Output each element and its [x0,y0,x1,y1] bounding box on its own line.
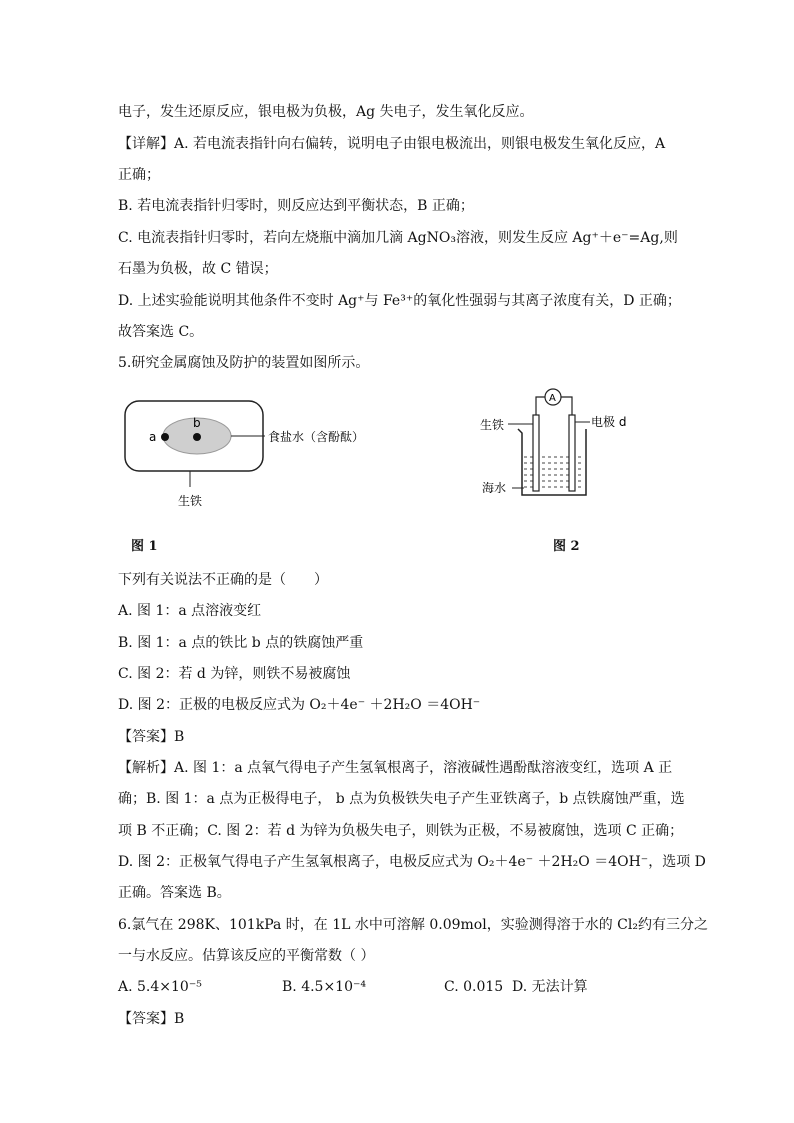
analysis-line-5: 正确。答案选 B。 [118,885,231,901]
point-a [161,433,169,441]
q6-option-b: B. 4.5×10⁻⁴ [282,979,366,995]
q6-option-d: D. 无法计算 [512,979,588,995]
label-seawater: 海水 [482,481,507,495]
option-a: A. 图 1：a 点溶液变红 [118,603,262,619]
text-line-7: D. 上述实验能说明其他条件不变时 Ag⁺与 Fe³⁺的氧化性强弱与其离子浓度有关，D 正确； [118,293,681,309]
question-5-stem: 5.研究金属腐蚀及防护的装置如图所示。 [118,355,370,371]
label-iron-fig1: 生铁 [178,494,203,508]
text-line-5: C. 电流表指针归零时，若向左烧瓶中滴加几滴 AgNO₃溶液，则发生反应 Ag⁺＋e⁻=Ag,则 [118,230,678,246]
text-line-2: 【详解】A. 若电流表指针向右偏转，说明电子由银电极流出，则银电极发生氧化反应，A [118,136,666,152]
question-5-prompt: 下列有关说法不正确的是（ ） [118,572,328,588]
label-iron-fig2: 生铁 [480,418,505,432]
figure-1-diagram [120,395,400,515]
text-line-3: 正确； [118,167,160,183]
text-line-4: B. 若电流表指针归零时，则反应达到平衡状态，B 正确； [118,198,474,214]
option-d: D. 图 2：正极的电极反应式为 O₂＋4e⁻ ＋2H₂O ＝4OH⁻ [118,697,481,713]
answer-5: 【答案】B [118,729,185,745]
figure-1-caption: 图 1 [131,539,158,554]
q6-option-a: A. 5.4×10⁻⁵ [118,979,202,995]
electrode-d [569,415,575,491]
text-line-6: 石墨为负极，故 C 错误； [118,261,278,277]
text-line-8: 故答案选 C。 [118,324,204,340]
label-salt-water: 食盐水（含酚酞） [268,430,365,444]
analysis-line-4: D. 图 2：正极氧气得电子产生氢氧根离子，电极反应式为 O₂＋4e⁻ ＋2H₂O ＝4OH⁻，选项 D [118,854,706,870]
answer-6: 【答案】B [118,1011,185,1027]
q6-option-c: C. 0.015 [444,979,504,995]
label-electrode-d: 电极 d [591,415,627,429]
label-b: b [193,416,201,430]
ammeter-label: A [549,393,556,404]
option-b: B. 图 1：a 点的铁比 b 点的铁腐蚀严重 [118,635,364,651]
label-a: a [149,430,157,444]
question-6-line-1: 6.氯气在 298K、101kPa 时，在 1L 水中可溶解 0.09mol，实验测得溶于水的 Cl₂约有三分之 [118,917,708,933]
point-b [193,433,201,441]
beaker [518,429,586,495]
figure-2-caption: 图 2 [553,539,580,554]
analysis-line-1: 【解析】A. 图 1：a 点氧气得电子产生氢氧根离子，溶液碱性遇酚酞溶液变红，选项 A 正 [118,760,673,776]
question-6-line-2: 一与水反应。估算该反应的平衡常数（ ） [118,948,375,964]
analysis-line-3: 项 B 不正确；C. 图 2：若 d 为锌为负极失电子，则铁为正极，不易被腐蚀，选项 C 正确； [118,823,684,839]
option-c: C. 图 2：若 d 为锌，则铁不易被腐蚀 [118,666,351,682]
analysis-line-2: 确；B. 图 1：a 点为正极得电子， b 点为负极铁失电子产生亚铁离子，b 点铁腐蚀严重，选 [118,791,685,807]
iron-electrode [533,415,539,491]
text-line-1: 电子，发生还原反应，银电极为负极，Ag 失电子，发生氧化反应。 [118,104,534,120]
figure-2-diagram [478,385,638,505]
